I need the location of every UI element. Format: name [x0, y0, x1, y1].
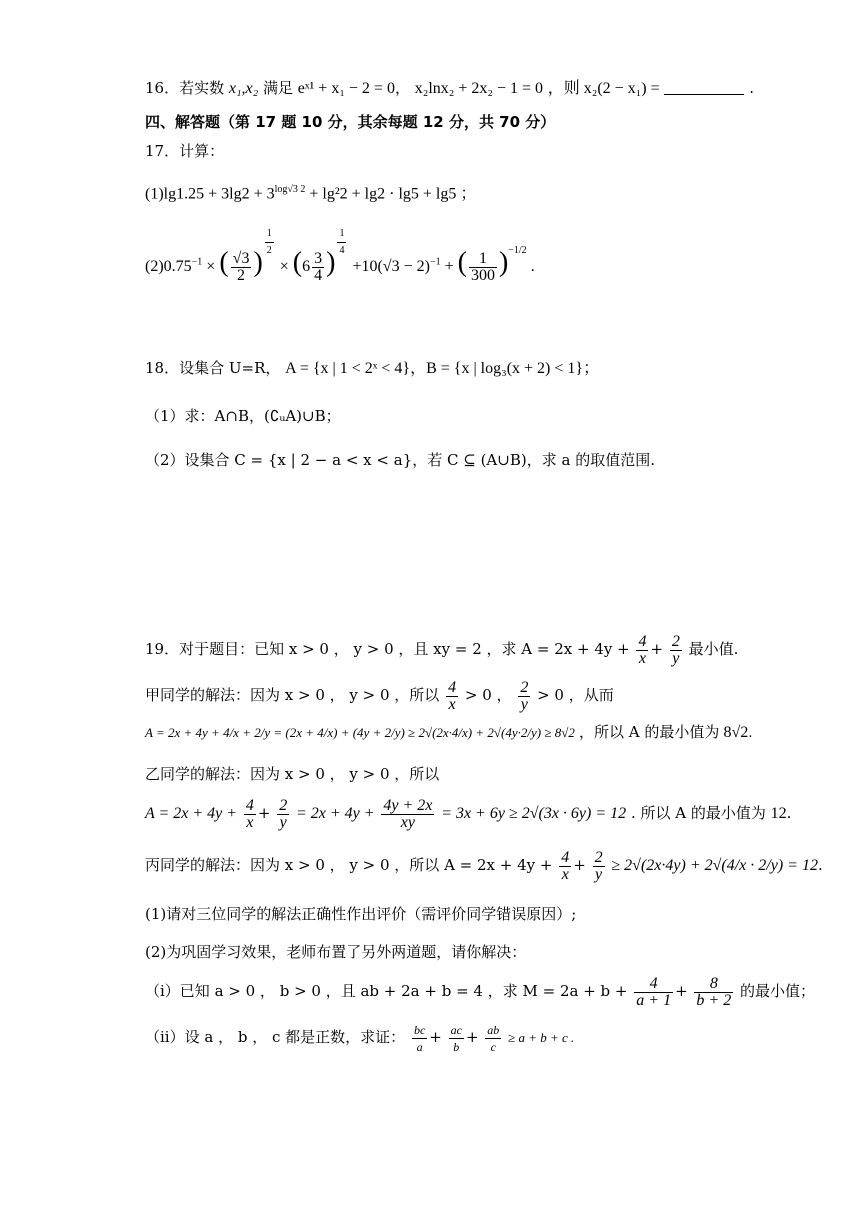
- p2ii-end: ≥ a + b + c .: [508, 1030, 575, 1045]
- q17-part-2: $(2)0.75^{-1}$ × ( $\frac{√3}{2}$ ) $^{\frac{1}{2}}$ × (6 $\frac{3}{4}$ ) $^{\frac{1}{4}}$ $+10(√3 - 2)^{-1}$ + ( $\frac{1}{300}$ )$^{-1/2}$ .: [145, 228, 535, 284]
- frac-denominator: a: [416, 1039, 423, 1054]
- q16-end: .: [749, 79, 754, 97]
- frac-numerator: 4: [634, 976, 673, 993]
- q17-p1-exponent: log√3 2: [274, 184, 306, 195]
- frac-numerator: 2: [671, 632, 680, 650]
- q18-part-1: （1）求：A∩B，(∁ᵤA)∪B；: [145, 407, 341, 425]
- yi-conclusion: . 所以 A 的最小值为: [630, 804, 766, 822]
- q19-title: 19．对于题目：已知 x > 0 ， y > 0 ，且 xy = 2 ，求 A = 2x + 4y +: [145, 640, 630, 658]
- yi-part-a: A = 2x + 4y +: [145, 805, 238, 822]
- yi-value: 12: [770, 805, 787, 822]
- q17-p2-neg-half-exp: −1/2: [508, 245, 527, 256]
- q18-part-2: （2）设集合 C = {x | 2 − a < x < a}，若 C ⊆ (A∪B)，求 a 的取值范围.: [145, 451, 655, 469]
- section-heading: 四、解答题（第 17 题 10 分，其余每题 12 分，共 70 分）: [145, 113, 556, 131]
- bing-intro: 丙同学的解法：因为 x > 0 ， y > 0 ，所以 A = 2x + 4y +: [145, 856, 553, 874]
- frac-denominator: y: [595, 865, 603, 883]
- q19-yi-intro: 乙同学的解法：因为 x > 0 ， y > 0 ，所以: [145, 765, 440, 783]
- jia-intro: 甲同学的解法：因为 x > 0 ， y > 0 ，所以: [145, 686, 440, 704]
- frac-numerator: 2: [520, 678, 529, 696]
- frac-denominator: a + 1: [636, 991, 672, 1009]
- exp-denominator: 4: [339, 245, 345, 256]
- yi-part-c: = 3x + 6y ≥ 2√(3x · 6y) = 12: [441, 805, 627, 822]
- frac-denominator: 2: [237, 266, 246, 284]
- frac-numerator: 3: [314, 249, 323, 267]
- frac-numerator: 8: [694, 976, 733, 993]
- q16-mid: 满足: [262, 79, 293, 97]
- frac-numerator: bc: [413, 1022, 426, 1037]
- q17-p2-mid: +10(√3 − 2): [352, 258, 430, 275]
- p2ii-intro: （ii）设 a ， b ， c 都是正数，求证：: [145, 1028, 406, 1046]
- q18-line-1: [145, 358, 599, 379]
- q19-part-1: (1)请对三位同学的解法正确性作出评价（需评价同学错误原因）;: [145, 905, 577, 923]
- q19-part-2-i: （i）已知 a > 0 ， b > 0 ，且 ab + 2a + b = 4 ，求 M = 2a + b + $\frac{4}{a + 1}$ + $\frac{8}{b + 2}$ 的最小值；: [145, 974, 816, 1009]
- exp-denominator: 2: [266, 245, 272, 256]
- q17-title: 17．计算：: [145, 142, 225, 160]
- frac-numerator: 1: [469, 251, 497, 268]
- p2i-intro: （i）已知 a > 0 ， b > 0 ，且 ab + 2a + b = 4 ，求 M = 2a + b +: [145, 982, 628, 1000]
- exp-numerator: 1: [265, 226, 274, 243]
- frac-denominator: 4: [314, 266, 323, 284]
- answer-blank[interactable]: [664, 80, 744, 95]
- frac-denominator: x: [561, 865, 569, 883]
- plus-sign: +: [444, 258, 454, 275]
- frac-numerator: 4: [561, 848, 570, 866]
- q19-jia-intro: [145, 676, 614, 714]
- q19-bing: 丙同学的解法：因为 x > 0 ， y > 0 ，所以 A = 2x + 4y + $\frac{4}{x}$ + $\frac{2}{y}$ ≥ 2√(2x·4y) + 2√(4/x · 2/y) = 12.: [145, 848, 823, 883]
- times-sign: ×: [279, 258, 289, 275]
- frac-numerator: 2: [279, 796, 288, 814]
- frac-denominator: x: [246, 813, 254, 831]
- q19-yi-derivation: A = 2x + 4y + $\frac{4}{x}$ + $\frac{2}{y}$ = 2x + 4y + $\frac{4y + 2x}{xy}$ = 3x + 6y ≥ 2√(3x · 6y) = 12 . 所以 A 的最小值为 12.: [145, 796, 792, 831]
- q17-part-1: [145, 180, 476, 204]
- frac-denominator: y: [520, 695, 528, 713]
- frac-denominator: x: [448, 695, 456, 713]
- p2i-end: 的最小值；: [740, 982, 816, 1000]
- jia-derivation: A = 2x + 4y + 4/x + 2/y = (2x + 4/x) + (4y + 2/y) ≥ 2√(2x·4/x) + 2√(4y·2/y) ≥ 8√2: [145, 725, 575, 740]
- frac-numerator: √3: [232, 249, 250, 267]
- frac-denominator: b + 2: [696, 991, 732, 1009]
- frac-numerator: 4: [245, 796, 254, 814]
- q19-jia-derivation: [145, 722, 752, 744]
- q18-sets: A = {x | 1 < 2ˣ < 4}，B = {x | log₃(x + 2) < 1}；: [285, 360, 600, 377]
- q16-ask: ，则 x₂(2 − x₁) =: [547, 80, 660, 97]
- yi-part-b: = 2x + 4y +: [295, 805, 375, 822]
- q17-p2-base: 0.75: [163, 258, 192, 275]
- q16-equation-2: x₂lnx₂ + 2x₂ − 1 = 0: [414, 80, 543, 97]
- q17-p1-label: (1): [145, 185, 164, 203]
- q17-p1-rest: + lg²2 + lg2 · lg5 + lg5 ；: [309, 185, 477, 203]
- q16-prefix: 16．若实数: [145, 79, 225, 97]
- frac-numerator: ac: [450, 1022, 462, 1037]
- jia-end: .: [748, 726, 753, 741]
- jia-ineq-1: > 0 ，: [464, 686, 512, 704]
- frac-numerator: 4: [448, 678, 457, 696]
- q19-part-2-ii: （ii）设 a ， b ， c 都是正数，求证： $\frac{bc}{a}$ + $\frac{ac}{b}$ + $\frac{ab}{c}$ ≥ a + b + c .: [145, 1022, 575, 1054]
- q16-vars: x₁,x₂: [228, 80, 259, 97]
- exp-numerator: 1: [337, 226, 346, 243]
- frac-denominator: 300: [470, 266, 495, 284]
- times-sign: ×: [206, 258, 216, 275]
- q17-p2-label: (2): [145, 258, 164, 275]
- q19-line-1: 19．对于题目：已知 x > 0 ， y > 0 ，且 xy = 2 ，求 A = 2x + 4y + $\frac{4}{x}$ + $\frac{2}{y}$ 最小值.: [145, 632, 739, 667]
- q17-p2-end: .: [530, 258, 535, 275]
- q17-p2-mid-exp: −1: [429, 256, 441, 268]
- q19-part-2: (2)为巩固学习效果，老师布置了另外两道题，请你解决：: [145, 943, 527, 961]
- frac-denominator: xy: [400, 813, 415, 831]
- jia-conclusion: ，所以 A 的最小值为: [579, 723, 720, 741]
- q18-title: 18．设集合 U=R，: [145, 359, 281, 377]
- frac-denominator: y: [672, 649, 680, 667]
- jia-ineq-2: > 0 ，从而: [537, 686, 614, 704]
- frac-denominator: c: [490, 1039, 496, 1054]
- jia-value: 8√2: [723, 724, 749, 741]
- frac-numerator: 2: [594, 848, 603, 866]
- bing-end: .: [817, 856, 823, 874]
- q17-p2-base-exp: −1: [191, 256, 203, 268]
- q19-title-end: 最小值.: [688, 640, 739, 658]
- q16-equation-1: eˣ¹ + x₁ − 2 = 0: [297, 80, 395, 97]
- frac-numerator: 4y + 2x: [383, 796, 433, 814]
- frac-denominator: x: [638, 649, 647, 667]
- q17-p1-expr: lg1.25 + 3lg2 + 3: [163, 185, 275, 203]
- mixed-whole: 6: [302, 258, 311, 275]
- question-16: 16．若实数 x₁,x₂ 满足 eˣ¹ + x₁ − 2 = 0， x₂lnx₂ + 2x₂ − 1 = 0 ，则 x₂(2 − x₁) = .: [145, 79, 754, 97]
- frac-denominator: y: [279, 813, 287, 831]
- bing-derivation: ≥ 2√(2x·4y) + 2√(4/x · 2/y) = 12: [611, 857, 818, 874]
- yi-end: .: [786, 804, 792, 822]
- frac-numerator: 4: [638, 632, 647, 650]
- frac-numerator: ab: [487, 1022, 500, 1037]
- frac-denominator: b: [453, 1039, 460, 1054]
